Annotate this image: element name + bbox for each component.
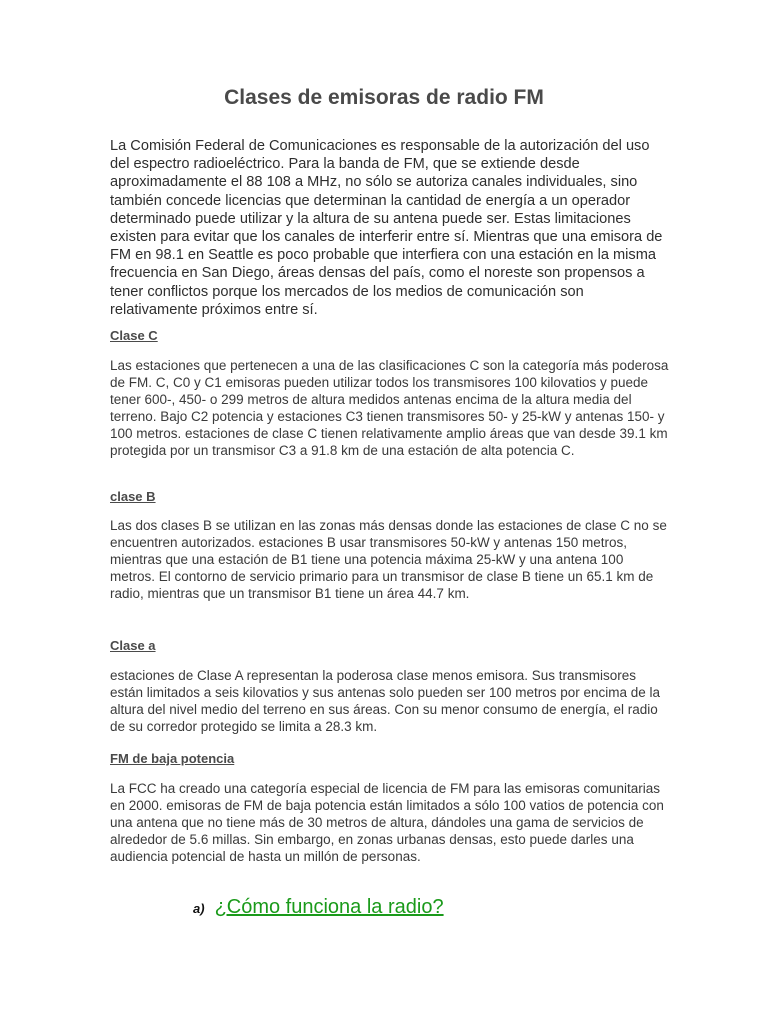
section-heading-clase-a: Clase a [110,638,156,653]
section-body-clase-b: Las dos clases B se utilizan en las zonas más densas donde las estaciones de clase C no se encuentren autorizados. estaciones B usar transmisores 50-kW y antenas 150 metros, mientras que una estación de B1 tiene una potencia máxima 25-kW y una antena 100 metros. El contorno de servicio primario para un transmisor de clase B tiene un 65.1 km de radio, mientras que un transmisor B1 tiene un área 44.7 km. [110,518,667,601]
section-heading-fm-baja-potencia: FM de baja potencia [110,751,235,766]
section-body-clase-a: estaciones de Clase A representan la poderosa clase menos emisora. Sus transmisores están limitados a seis kilovatios y sus antenas solo pueden ser 100 metros por encima de la altura del nivel medio del terreno en sus áreas. Con su menor consumo de energía, el radio de su corredor protegido se limita a 28.3 km. [110,668,661,734]
section-body-fm-baja-potencia: La FCC ha creado una categoría especial de licencia de FM para las emisoras comunitarias en 2000. emisoras de FM de baja potencia están limitados a sólo 100 vatios de potencia con una antena que no tiene más de 30 metros de altura, dándoles una gama de servicios de alrededor de 5.6 millas. Sin embargo, en zonas urbanas densas, esto puede darles una audiencia potencial de hasta un millón de personas. [110,781,664,864]
intro-paragraph: La Comisión Federal de Comunicaciones es responsable de la autorización del uso del espectro radioeléctrico. Para la banda de FM, que se extiende desde aproximadamente el 88 108 a MHz, no sólo se autoriza canales individuales, sino también concede licencias que determinan la cantidad de energía a un operador determinado puede utilizar y la altura de su antena puede ser. Estas limitaciones existen para evitar que los canales de interferir entre sí. Mientras que una emisora de FM en 98.1 en Seattle es poco probable que interfiera con una estación en la misma frecuencia en San Diego, áreas densas del país, como el noreste son propensos a tener conflictos porque los mercados de los medios de comunicación son relativamente próximos entre sí. [110,138,663,318]
section-heading-clase-b: clase B [110,489,156,504]
como-funciona-radio-link[interactable]: ¿Cómo funciona la radio? [214,896,444,918]
list-item-como-funciona [193,896,444,919]
list-marker: a) [193,901,205,916]
section-body-clase-c: Las estaciones que pertenecen a una de las clasificaciones C son la categoría más poderosa de FM. C, C0 y C1 emisoras pueden utilizar todos los transmisores 100 kilovatios y puede tener 600-, 450- o 299 metros de altura medidos antenas encima de la altura media del terreno. Bajo C2 potencia y estaciones C3 tienen transmisores 50- y 25-kW y antenas 150- y 100 metros. estaciones de clase C tienen relativamente amplio áreas que van desde 39.1 km protegida por un transmisor C3 a 91.8 km de una estación de alta potencia C. [110,358,669,458]
page-title: Clases de emisoras de radio FM [224,86,544,109]
section-heading-clase-c: Clase C [110,328,158,343]
